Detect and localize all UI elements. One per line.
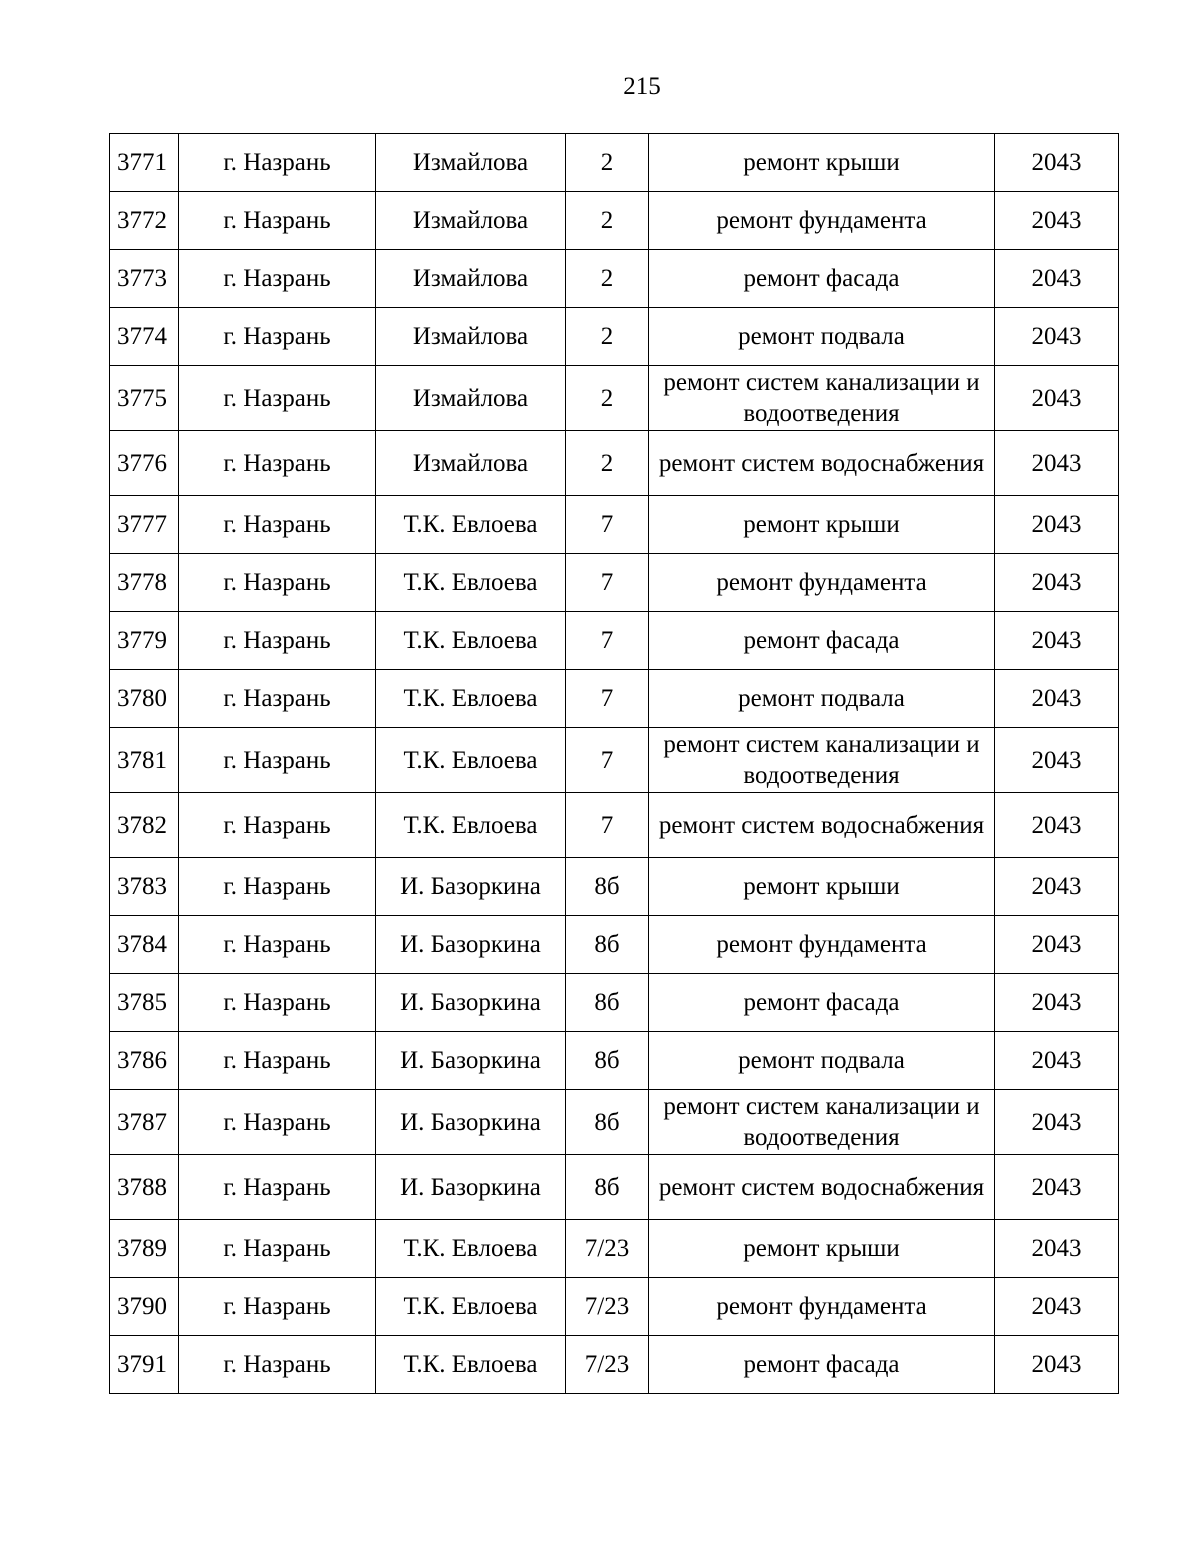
city-cell: г. Назрань <box>179 1090 376 1155</box>
year-cell: 2043 <box>995 612 1119 670</box>
year-cell: 2043 <box>995 1155 1119 1220</box>
row-number-cell: 3789 <box>110 1220 179 1278</box>
street-cell: Измайлова <box>376 431 566 496</box>
year-cell: 2043 <box>995 496 1119 554</box>
table-row <box>110 1090 1119 1155</box>
year-cell: 2043 <box>995 728 1119 793</box>
work-type-cell: ремонт систем водоснабжения <box>649 793 995 858</box>
work-type-cell: ремонт подвала <box>649 1032 995 1090</box>
row-number-cell: 3772 <box>110 192 179 250</box>
table-row <box>110 793 1119 858</box>
work-type-cell: ремонт фундамента <box>649 916 995 974</box>
street-cell: Т.К. Евлоева <box>376 1220 566 1278</box>
city-cell: г. Назрань <box>179 1220 376 1278</box>
year-cell: 2043 <box>995 1278 1119 1336</box>
street-cell: Т.К. Евлоева <box>376 554 566 612</box>
table-row <box>110 1278 1119 1336</box>
house-cell: 7 <box>566 670 649 728</box>
row-number-cell: 3777 <box>110 496 179 554</box>
house-cell: 2 <box>566 366 649 431</box>
year-cell: 2043 <box>995 134 1119 192</box>
row-number-cell: 3779 <box>110 612 179 670</box>
table-row <box>110 431 1119 496</box>
year-cell: 2043 <box>995 1336 1119 1394</box>
year-cell: 2043 <box>995 1090 1119 1155</box>
house-cell: 8б <box>566 858 649 916</box>
work-type-cell: ремонт систем водоснабжения <box>649 431 995 496</box>
house-cell: 7 <box>566 612 649 670</box>
year-cell: 2043 <box>995 431 1119 496</box>
house-cell: 8б <box>566 916 649 974</box>
city-cell: г. Назрань <box>179 308 376 366</box>
row-number-cell: 3791 <box>110 1336 179 1394</box>
street-cell: И. Базоркина <box>376 1155 566 1220</box>
table-row <box>110 308 1119 366</box>
table-row <box>110 192 1119 250</box>
year-cell: 2043 <box>995 670 1119 728</box>
work-type-cell: ремонт фасада <box>649 974 995 1032</box>
page-number: 215 <box>623 73 661 100</box>
street-cell: Измайлова <box>376 366 566 431</box>
year-cell: 2043 <box>995 308 1119 366</box>
work-type-cell: ремонт фундамента <box>649 554 995 612</box>
table-row <box>110 728 1119 793</box>
table-row <box>110 366 1119 431</box>
street-cell: И. Базоркина <box>376 974 566 1032</box>
city-cell: г. Назрань <box>179 670 376 728</box>
work-type-cell: ремонт подвала <box>649 670 995 728</box>
street-cell: Т.К. Евлоева <box>376 1336 566 1394</box>
row-number-cell: 3776 <box>110 431 179 496</box>
street-cell: И. Базоркина <box>376 1090 566 1155</box>
house-cell: 2 <box>566 431 649 496</box>
row-number-cell: 3782 <box>110 793 179 858</box>
work-type-cell: ремонт крыши <box>649 496 995 554</box>
street-cell: Измайлова <box>376 134 566 192</box>
year-cell: 2043 <box>995 793 1119 858</box>
house-cell: 7/23 <box>566 1220 649 1278</box>
row-number-cell: 3784 <box>110 916 179 974</box>
row-number-cell: 3773 <box>110 250 179 308</box>
year-cell: 2043 <box>995 858 1119 916</box>
year-cell: 2043 <box>995 554 1119 612</box>
street-cell: Измайлова <box>376 308 566 366</box>
row-number-cell: 3771 <box>110 134 179 192</box>
city-cell: г. Назрань <box>179 793 376 858</box>
table-row <box>110 134 1119 192</box>
house-cell: 8б <box>566 1155 649 1220</box>
row-number-cell: 3778 <box>110 554 179 612</box>
work-type-cell: ремонт фундамента <box>649 192 995 250</box>
street-cell: Т.К. Евлоева <box>376 670 566 728</box>
table-row <box>110 1032 1119 1090</box>
house-cell: 7 <box>566 793 649 858</box>
work-type-cell: ремонт фасада <box>649 612 995 670</box>
city-cell: г. Назрань <box>179 431 376 496</box>
work-type-cell: ремонт подвала <box>649 308 995 366</box>
row-number-cell: 3790 <box>110 1278 179 1336</box>
table-row <box>110 554 1119 612</box>
work-type-cell: ремонт фундамента <box>649 1278 995 1336</box>
table-row <box>110 1336 1119 1394</box>
street-cell: Измайлова <box>376 250 566 308</box>
year-cell: 2043 <box>995 366 1119 431</box>
city-cell: г. Назрань <box>179 366 376 431</box>
street-cell: Т.К. Евлоева <box>376 612 566 670</box>
city-cell: г. Назрань <box>179 858 376 916</box>
city-cell: г. Назрань <box>179 612 376 670</box>
table-row <box>110 1155 1119 1220</box>
city-cell: г. Назрань <box>179 916 376 974</box>
table-row <box>110 1220 1119 1278</box>
table-row <box>110 670 1119 728</box>
year-cell: 2043 <box>995 916 1119 974</box>
house-cell: 7 <box>566 728 649 793</box>
row-number-cell: 3780 <box>110 670 179 728</box>
table-row <box>110 974 1119 1032</box>
year-cell: 2043 <box>995 1220 1119 1278</box>
row-number-cell: 3783 <box>110 858 179 916</box>
table-row <box>110 250 1119 308</box>
city-cell: г. Назрань <box>179 1032 376 1090</box>
city-cell: г. Назрань <box>179 192 376 250</box>
work-type-cell: ремонт фасада <box>649 1336 995 1394</box>
work-type-cell: ремонт систем канализации и водоотведения <box>649 728 995 793</box>
row-number-cell: 3774 <box>110 308 179 366</box>
year-cell: 2043 <box>995 1032 1119 1090</box>
house-cell: 7 <box>566 554 649 612</box>
table-row <box>110 916 1119 974</box>
work-type-cell: ремонт крыши <box>649 858 995 916</box>
house-cell: 8б <box>566 1032 649 1090</box>
street-cell: И. Базоркина <box>376 916 566 974</box>
city-cell: г. Назрань <box>179 250 376 308</box>
row-number-cell: 3786 <box>110 1032 179 1090</box>
work-type-cell: ремонт систем водоснабжения <box>649 1155 995 1220</box>
house-cell: 2 <box>566 308 649 366</box>
street-cell: Т.К. Евлоева <box>376 496 566 554</box>
city-cell: г. Назрань <box>179 554 376 612</box>
street-cell: Т.К. Евлоева <box>376 1278 566 1336</box>
row-number-cell: 3775 <box>110 366 179 431</box>
work-type-cell: ремонт систем канализации и водоотведения <box>649 1090 995 1155</box>
row-number-cell: 3788 <box>110 1155 179 1220</box>
city-cell: г. Назрань <box>179 1155 376 1220</box>
house-cell: 7/23 <box>566 1278 649 1336</box>
repair-schedule-table <box>109 133 1119 1394</box>
house-cell: 7 <box>566 496 649 554</box>
city-cell: г. Назрань <box>179 496 376 554</box>
year-cell: 2043 <box>995 192 1119 250</box>
city-cell: г. Назрань <box>179 134 376 192</box>
house-cell: 2 <box>566 250 649 308</box>
house-cell: 2 <box>566 134 649 192</box>
house-cell: 7/23 <box>566 1336 649 1394</box>
table-row <box>110 858 1119 916</box>
street-cell: И. Базоркина <box>376 1032 566 1090</box>
city-cell: г. Назрань <box>179 1336 376 1394</box>
row-number-cell: 3787 <box>110 1090 179 1155</box>
city-cell: г. Назрань <box>179 974 376 1032</box>
house-cell: 8б <box>566 974 649 1032</box>
work-type-cell: ремонт фасада <box>649 250 995 308</box>
work-type-cell: ремонт систем канализации и водоотведения <box>649 366 995 431</box>
table-row <box>110 612 1119 670</box>
work-type-cell: ремонт крыши <box>649 1220 995 1278</box>
street-cell: И. Базоркина <box>376 858 566 916</box>
city-cell: г. Назрань <box>179 1278 376 1336</box>
city-cell: г. Назрань <box>179 728 376 793</box>
street-cell: Измайлова <box>376 192 566 250</box>
house-cell: 2 <box>566 192 649 250</box>
work-type-cell: ремонт крыши <box>649 134 995 192</box>
street-cell: Т.К. Евлоева <box>376 793 566 858</box>
house-cell: 8б <box>566 1090 649 1155</box>
year-cell: 2043 <box>995 250 1119 308</box>
street-cell: Т.К. Евлоева <box>376 728 566 793</box>
row-number-cell: 3785 <box>110 974 179 1032</box>
year-cell: 2043 <box>995 974 1119 1032</box>
row-number-cell: 3781 <box>110 728 179 793</box>
table-row <box>110 496 1119 554</box>
